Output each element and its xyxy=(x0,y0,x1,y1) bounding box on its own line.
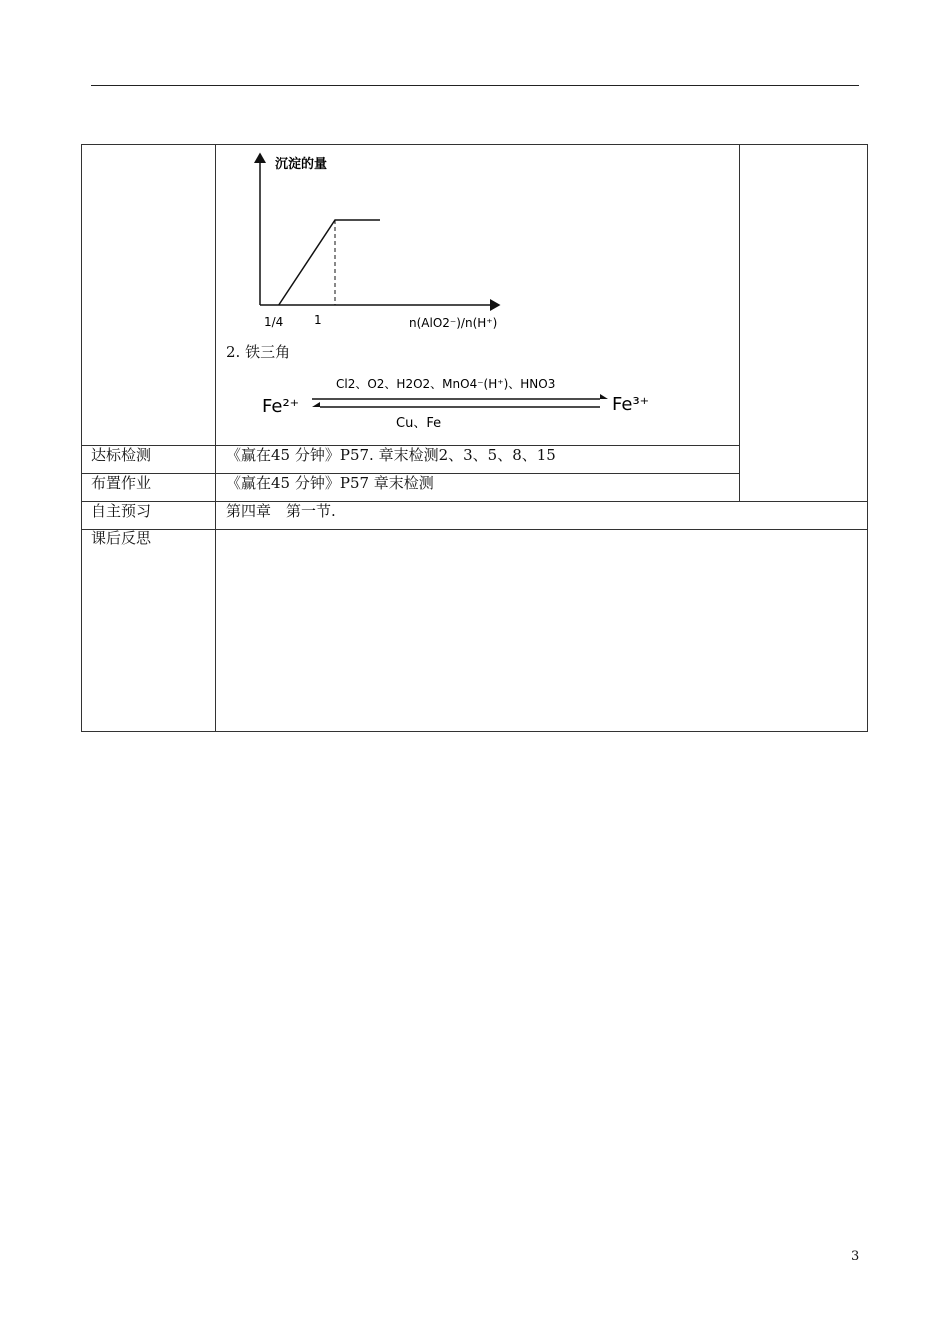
lesson-table xyxy=(81,144,868,732)
x-tick-one: 1 xyxy=(314,313,322,327)
row-content-preview: 第四章 第一节. xyxy=(226,502,336,520)
page-number: 3 xyxy=(851,1249,860,1264)
x-axis-label: n(AlO2⁻)/n(H⁺) xyxy=(409,316,498,330)
header-rule xyxy=(91,85,859,86)
iron-triangle-diagram xyxy=(256,370,666,434)
y-axis-label: 沉淀的量 xyxy=(275,157,328,172)
row-label-assessment: 达标检测 xyxy=(91,446,152,464)
fe3-label: Fe³⁺ xyxy=(612,394,650,415)
row-label-preview: 自主预习 xyxy=(91,502,152,520)
precipitate-curve xyxy=(279,220,380,305)
row-content-homework: 《赢在45 分钟》P57 章末检测 xyxy=(226,474,434,492)
row-content-assessment: 《赢在45 分钟》P57. 章末检测2、3、5、8、15 xyxy=(226,446,556,464)
row-label-homework: 布置作业 xyxy=(91,474,152,492)
reductants-label: Cu、Fe xyxy=(396,416,442,431)
oxidants-label: Cl2、O2、H2O2、MnO4⁻(H⁺)、HNO3 xyxy=(336,377,556,391)
iron-triangle-heading: 2. 铁三角 xyxy=(226,343,291,361)
fe2-label: Fe²⁺ xyxy=(262,396,300,417)
precipitate-graph xyxy=(241,146,621,336)
x-tick-quarter: 1/4 xyxy=(264,315,284,329)
row-label-reflection: 课后反思 xyxy=(91,529,152,547)
